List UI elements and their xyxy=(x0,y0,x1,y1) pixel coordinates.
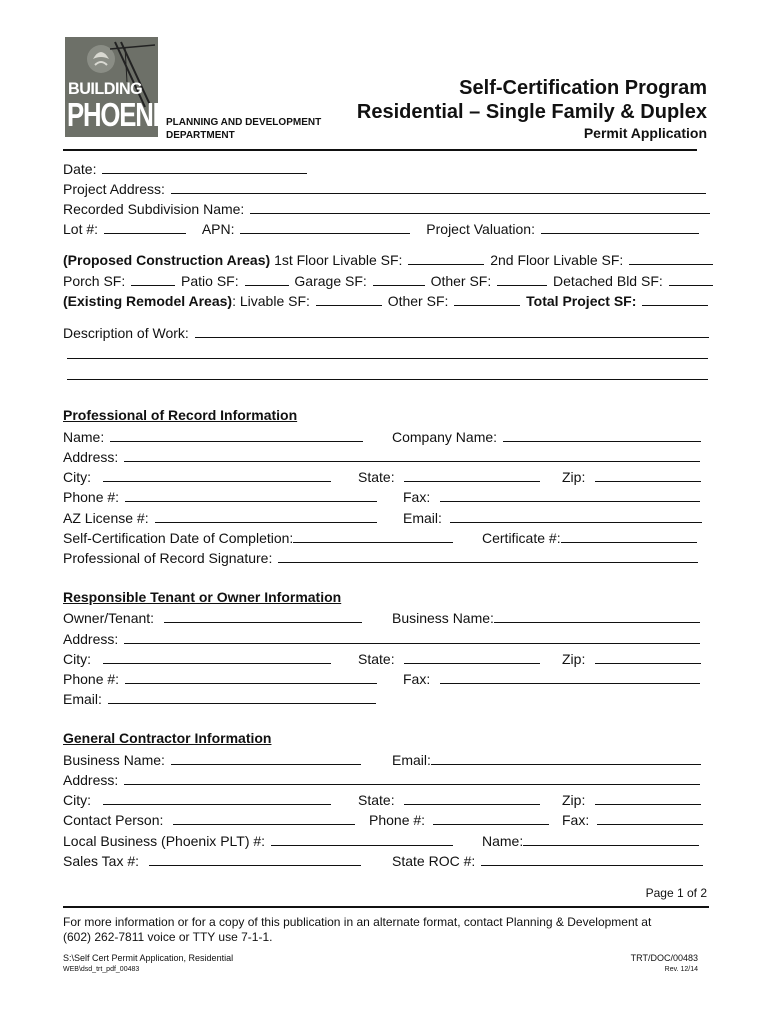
gc-name-label: Name: xyxy=(482,833,524,849)
tenant-owner-field[interactable] xyxy=(164,609,362,623)
footer-divider xyxy=(63,906,709,908)
prof-fax-label: Fax: xyxy=(403,489,431,505)
tenant-phone-row xyxy=(63,670,379,687)
patio-field[interactable] xyxy=(245,272,289,286)
first-floor-field[interactable] xyxy=(408,251,484,265)
date-field[interactable] xyxy=(102,160,307,174)
dept-line1: PLANNING AND DEVELOPMENT xyxy=(166,117,322,128)
other-field[interactable] xyxy=(497,272,547,286)
prof-zip-row xyxy=(562,468,703,485)
document-subtitle: Residential – Single Family & Duplex xyxy=(356,101,707,123)
footer-info-line1: For more information or for a copy of this publication in an alternate format, contact Planning & Development at xyxy=(63,915,652,929)
prof-signature-row xyxy=(63,549,700,566)
prof-company-field[interactable] xyxy=(503,428,701,442)
gc-name-field[interactable] xyxy=(523,832,699,846)
valuation-label: Project Valuation: xyxy=(426,221,535,237)
tenant-business-row xyxy=(392,609,702,626)
gc-tax-field[interactable] xyxy=(149,852,361,866)
tenant-fax-field[interactable] xyxy=(440,670,700,684)
tenant-email-field[interactable] xyxy=(108,690,376,704)
garage-field[interactable] xyxy=(373,272,425,286)
tenant-address-label: Address: xyxy=(63,631,119,647)
tenant-business-label: Business Name: xyxy=(392,610,494,626)
footer-doc-code: TRT/DOC/00483 xyxy=(630,953,698,963)
lot-field[interactable] xyxy=(104,220,186,234)
tenant-fax-label: Fax: xyxy=(403,671,431,687)
description-label: Description of Work: xyxy=(63,325,189,341)
prof-license-row xyxy=(63,509,379,526)
tenant-phone-field[interactable] xyxy=(125,670,377,684)
prof-name-row xyxy=(63,428,365,445)
prof-certificate-label: Certificate #: xyxy=(482,530,561,546)
prof-phone-row xyxy=(63,488,379,505)
tenant-heading: Responsible Tenant or Owner Information xyxy=(63,589,342,605)
prof-city-row xyxy=(63,468,333,485)
gc-fax-label: Fax: xyxy=(562,812,590,828)
valuation-field[interactable] xyxy=(541,220,699,234)
tenant-address-row xyxy=(63,630,702,647)
prof-phone-label: Phone #: xyxy=(63,489,120,505)
prof-state-label: State: xyxy=(358,469,395,485)
gc-address-field[interactable] xyxy=(124,771,700,785)
project-address-field[interactable] xyxy=(171,180,706,194)
porch-label: Porch SF: xyxy=(63,273,126,289)
prof-certificate-row xyxy=(482,529,699,546)
gc-zip-field[interactable] xyxy=(595,791,701,805)
total-field[interactable] xyxy=(642,292,708,306)
date-label: Date: xyxy=(63,161,97,177)
footer-info-line2: (602) 262-7811 voice or TTY use 7-1-1. xyxy=(63,930,273,944)
gc-business-row xyxy=(63,751,363,768)
prof-license-field[interactable] xyxy=(155,509,377,523)
prof-email-field[interactable] xyxy=(450,509,702,523)
prof-address-label: Address: xyxy=(63,449,119,465)
footer-web-code: WEB\dsd_trt_pdf_00483 xyxy=(63,966,140,973)
gc-email-label: Email: xyxy=(392,752,431,768)
contractor-heading: General Contractor Information xyxy=(63,730,272,746)
tenant-city-label: City: xyxy=(63,651,91,667)
dept-line2: DEPARTMENT xyxy=(166,130,235,141)
description-line-3[interactable] xyxy=(67,379,708,380)
prof-company-row xyxy=(392,428,703,445)
total-label: Total Project SF: xyxy=(526,293,637,309)
subdivision-label: Recorded Subdivision Name: xyxy=(63,201,245,217)
logo-text-building: BUILDING xyxy=(68,79,143,98)
gc-fax-field[interactable] xyxy=(597,811,703,825)
footer-file-path: S:\Self Cert Permit Application, Residential xyxy=(63,953,234,963)
document-form-name: Permit Application xyxy=(583,125,707,141)
logo-text-phoenix: PHOENIX xyxy=(67,96,175,133)
proposed-label: (Proposed Construction Areas) xyxy=(63,252,271,268)
gc-email-row xyxy=(392,751,703,768)
gc-address-row xyxy=(63,771,702,788)
lot-label: Lot #: xyxy=(63,221,99,237)
project-address-row xyxy=(63,180,708,197)
proposed-row xyxy=(63,251,715,268)
professional-heading: Professional of Record Information xyxy=(63,407,298,423)
prof-signature-label: Professional of Record Signature: xyxy=(63,550,273,566)
subdivision-field[interactable] xyxy=(250,200,710,214)
gc-city-label: City: xyxy=(63,792,91,808)
livable-field[interactable] xyxy=(316,292,382,306)
prof-state-field[interactable] xyxy=(404,468,540,482)
tenant-city-row xyxy=(63,650,333,667)
gc-business-field[interactable] xyxy=(171,751,361,765)
livable-label: : Livable SF: xyxy=(232,293,310,309)
tenant-owner-row xyxy=(63,609,364,626)
building-phoenix-logo xyxy=(65,37,175,137)
gc-phone-row xyxy=(369,811,551,828)
project-address-label: Project Address: xyxy=(63,181,165,197)
gc-contact-row xyxy=(63,811,357,828)
gc-business-label: Business Name: xyxy=(63,752,165,768)
gc-state-label: State: xyxy=(358,792,395,808)
tenant-zip-row xyxy=(562,650,703,667)
other2-field[interactable] xyxy=(454,292,520,306)
prof-city-field[interactable] xyxy=(103,468,331,482)
prof-email-row xyxy=(403,509,704,526)
tenant-business-field[interactable] xyxy=(494,609,700,623)
prof-fax-field[interactable] xyxy=(440,488,700,502)
prof-signature-field[interactable] xyxy=(278,549,698,563)
tenant-address-field[interactable] xyxy=(124,630,700,644)
document-title: Self-Certification Program xyxy=(459,77,707,99)
gc-contact-field[interactable] xyxy=(173,811,355,825)
prof-completion-label: Self-Certification Date of Completion: xyxy=(63,530,294,546)
prof-company-label: Company Name: xyxy=(392,429,498,445)
gc-address-label: Address: xyxy=(63,772,119,788)
prof-address-row xyxy=(63,448,702,465)
footer-revision: Rev. 12/14 xyxy=(664,966,698,973)
apn-field[interactable] xyxy=(240,220,410,234)
second-floor-field[interactable] xyxy=(629,251,713,265)
tenant-city-field[interactable] xyxy=(103,650,331,664)
prof-license-label: AZ License #: xyxy=(63,510,149,526)
header-divider xyxy=(63,149,697,151)
page-number: Page 1 of 2 xyxy=(645,886,707,900)
prof-completion-row xyxy=(63,529,455,546)
first-floor-label: 1st Floor Livable SF: xyxy=(274,252,403,268)
tenant-state-field[interactable] xyxy=(404,650,540,664)
prof-name-label: Name: xyxy=(63,429,105,445)
patio-label: Patio SF: xyxy=(181,273,239,289)
department-name xyxy=(166,116,321,142)
gc-roc-row xyxy=(392,852,705,869)
existing-label: (Existing Remodel Areas) xyxy=(63,293,233,309)
prof-completion-field[interactable] xyxy=(293,529,453,543)
description-row xyxy=(63,324,711,341)
tenant-zip-field[interactable] xyxy=(595,650,701,664)
gc-state-field[interactable] xyxy=(404,791,540,805)
gc-plt-row xyxy=(63,832,455,849)
gc-roc-field[interactable] xyxy=(481,852,703,866)
tenant-phone-label: Phone #: xyxy=(63,671,120,687)
prof-zip-label: Zip: xyxy=(562,469,586,485)
detached-field[interactable] xyxy=(669,272,713,286)
prof-name-field[interactable] xyxy=(110,428,363,442)
existing-row xyxy=(63,292,710,309)
gc-tax-label: Sales Tax #: xyxy=(63,853,140,869)
second-floor-label: 2nd Floor Livable SF: xyxy=(490,252,624,268)
tenant-state-row xyxy=(358,650,542,667)
gc-state-row xyxy=(358,791,542,808)
gc-contact-label: Contact Person: xyxy=(63,812,164,828)
date-row xyxy=(63,160,309,177)
prof-city-label: City: xyxy=(63,469,91,485)
prof-zip-field[interactable] xyxy=(595,468,701,482)
gc-phone-field[interactable] xyxy=(433,811,549,825)
gc-zip-row xyxy=(562,791,703,808)
prof-certificate-field[interactable] xyxy=(561,529,697,543)
detached-label: Detached Bld SF: xyxy=(553,273,663,289)
gc-name-row xyxy=(482,832,701,849)
gc-plt-label: Local Business (Phoenix PLT) #: xyxy=(63,833,266,849)
gc-roc-label: State ROC #: xyxy=(392,853,476,869)
tenant-state-label: State: xyxy=(358,651,395,667)
apn-label: APN: xyxy=(201,221,235,237)
gc-zip-label: Zip: xyxy=(562,792,586,808)
gc-fax-row xyxy=(562,811,705,828)
prof-email-label: Email: xyxy=(403,510,442,526)
gc-phone-label: Phone #: xyxy=(369,812,426,828)
tenant-email-label: Email: xyxy=(63,691,102,707)
tenant-owner-label: Owner/Tenant: xyxy=(63,610,155,626)
prof-phone-field[interactable] xyxy=(125,488,377,502)
subdivision-row xyxy=(63,200,712,217)
prof-state-row xyxy=(358,468,542,485)
gc-city-field[interactable] xyxy=(103,791,331,805)
description-line-2[interactable] xyxy=(67,358,708,359)
other2-label: Other SF: xyxy=(387,293,449,309)
gc-email-field[interactable] xyxy=(431,751,701,765)
gc-tax-row xyxy=(63,852,363,869)
prof-address-field[interactable] xyxy=(124,448,700,462)
prof-fax-row xyxy=(403,488,702,505)
tenant-fax-row xyxy=(403,670,702,687)
other-label: Other SF: xyxy=(430,273,492,289)
porch-field[interactable] xyxy=(131,272,175,286)
garage-label: Garage SF: xyxy=(294,273,367,289)
description-field[interactable] xyxy=(195,324,709,338)
gc-plt-field[interactable] xyxy=(271,832,453,846)
tenant-zip-label: Zip: xyxy=(562,651,586,667)
porch-row xyxy=(63,272,715,289)
tenant-email-row xyxy=(63,690,378,707)
gc-city-row xyxy=(63,791,333,808)
lot-row xyxy=(63,220,701,237)
